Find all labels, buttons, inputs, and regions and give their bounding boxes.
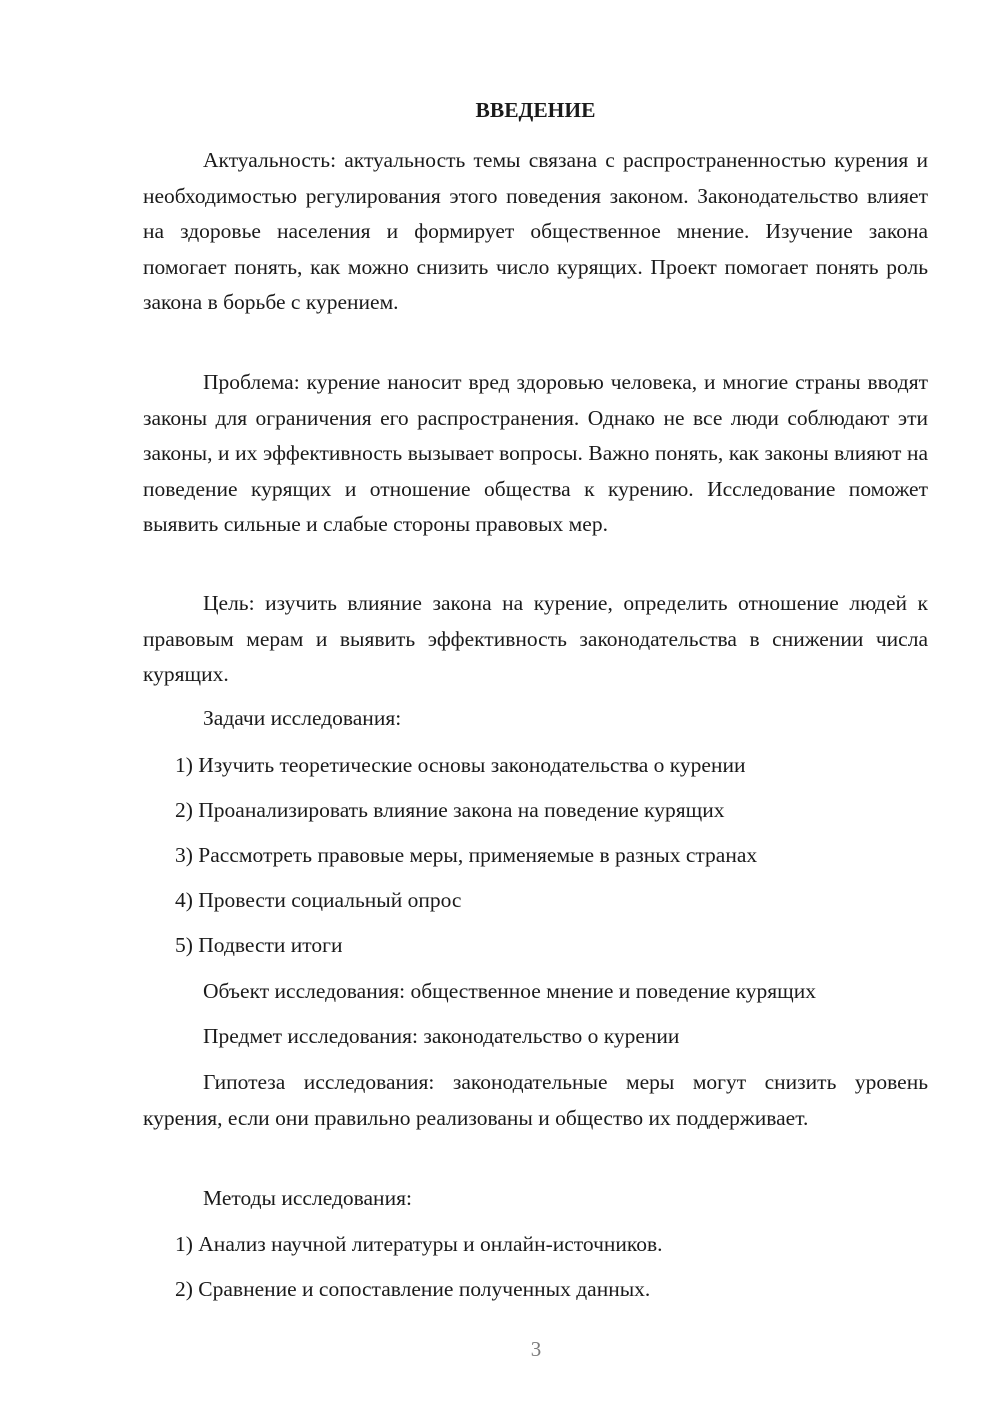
hypothesis-paragraph: Гипотеза исследования: законодательные меры могут снизить уровень курения, если они правильно реализованы и общество их поддерживает. xyxy=(143,1070,928,1130)
task-item: 1) Изучить теоретические основы законодательства о курении xyxy=(175,753,746,777)
task-item: 4) Провести социальный опрос xyxy=(175,888,462,912)
subject-line: Предмет исследования: законодательство о курении xyxy=(203,1024,680,1048)
page-number: 3 xyxy=(530,1337,542,1361)
method-item: 2) Сравнение и сопоставление полученных данных. xyxy=(175,1277,651,1301)
task-item: 5) Подвести итоги xyxy=(175,933,343,957)
actuality-paragraph: Актуальность: актуальность темы связана с распространенностью курения и необходимостью регулирования этого поведения законом. Законодательство влияет на здоровье населения и формирует общественное мнение. Изучение закона помогает понять, как можно снизить число курящих. Проект помогает понять роль закона в борьбе с курением. xyxy=(143,148,928,314)
tasks-heading: Задачи исследования: xyxy=(203,706,402,730)
method-item: 1) Анализ научной литературы и онлайн-источников. xyxy=(175,1232,663,1256)
problem-paragraph: Проблема: курение наносит вред здоровью человека, и многие страны вводят законы для ограничения его распространения. Однако не все люди соблюдают эти законы, и их эффективность вызывает вопросы. Важно понять, как законы влияют на поведение курящих и отношение общества к курению. Исследование поможет выявить сильные и слабые стороны правовых мер. xyxy=(143,370,928,536)
object-line: Объект исследования: общественное мнение и поведение курящих xyxy=(203,979,816,1003)
page-title: ВВЕДЕНИЕ xyxy=(475,98,596,122)
task-item: 2) Проанализировать влияние закона на поведение курящих xyxy=(175,798,725,822)
goal-paragraph: Цель: изучить влияние закона на курение, определить отношение людей к правовым мерам и выявить эффективность законодательства в снижении числа курящих. xyxy=(143,591,928,686)
methods-heading: Методы исследования: xyxy=(203,1186,412,1210)
task-item: 3) Рассмотреть правовые меры, применяемые в разных странах xyxy=(175,843,758,867)
